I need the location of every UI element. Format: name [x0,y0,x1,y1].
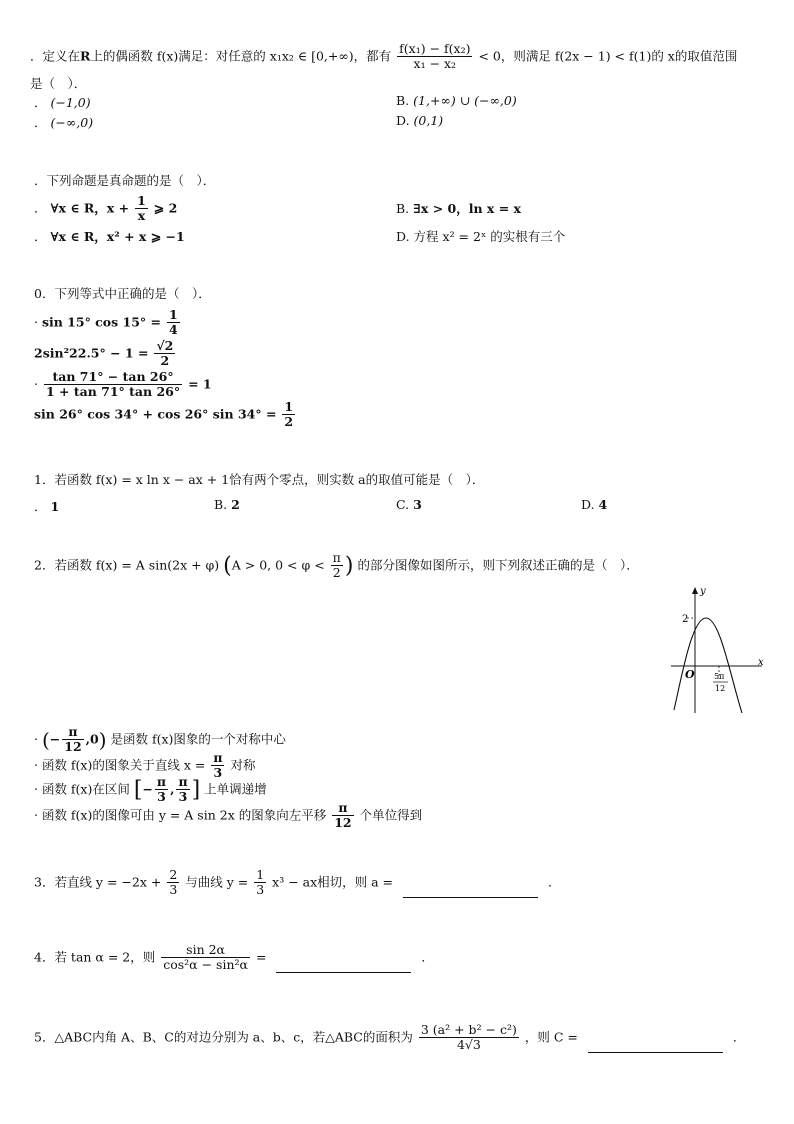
q8-option-a: ． (−1,0) [34,95,91,110]
q10-option-d: sin 26° cos 34° + cos 26° sin 34° = $\frac{1}{2}$ [34,399,294,430]
q15-stem: 5．△ABC内角 A、B、C的对边分别为 a、b、c，若△ABC的面积为 $\frac{\text{3 (a² + b² − c²)}}{4√3}$ ，则 C = ． [34,1022,746,1053]
x-tick-denominator: 12 [715,684,726,693]
q10-option-b: 2sin²22.5° − 1 = $\frac{√2}{2}$ [34,338,174,369]
q10-option-c: · $\frac{\tan 71^\circ - \tan 26^\circ}{1 + \tan 71^\circ \tan 26^\circ}$ = 1 [34,369,212,400]
q11-stem: 1．若函数 f(x) = x ln x − ax + 1恰有两个零点，则实数 a的取值可能是（ ）． [34,472,485,487]
q14-stem: 4．若 tan α = 2，则 $\frac{\sin 2\alpha}{\text{cos²α − sin²α}}$ = ． [34,942,434,973]
y-axis-label: y [700,586,706,597]
q12-option-b: · 函数 f(x)的图象关于直线 x = $\frac{\pi}{3}$ 对称 [34,750,256,781]
q11-option-b: B. 2 [214,497,240,512]
q11-option-d: D. 4 [581,497,608,512]
q10-stem: 0．下列等式中正确的是（ ）． [34,286,211,301]
q12-option-c: · 函数 f(x)在区间 [− $\frac{\pi}{3}$ , $\frac{\pi}{3}$ ] 上单调递增 [34,774,267,805]
y-tick-label: 2 [682,614,689,625]
q12-stem: 2．若函数 f(x) = A sin(2x + φ) (A > 0, 0 < φ < $\frac{\pi}{2}$ ) 的部分图像如图所示，则下列叙述正确的是（ ）． [34,550,639,581]
q13-answer-blank[interactable] [403,885,538,898]
q12-option-a: · (− $\frac{\pi}{12}$ ,0) 是函数 f(x)图象的一个对称中心 [34,724,286,755]
x-axis-label: x [758,657,764,668]
q14-answer-blank[interactable] [276,960,411,973]
origin-label: O [685,668,695,681]
q9-option-c: ． ∀x ∈ R，x² + x ⩾ −1 [34,229,185,244]
q8-option-d: D. (0,1) [396,113,444,128]
q12-graph [668,585,768,715]
y-axis-arrow-icon [692,587,698,594]
q9-stem: ．下列命题是真命题的是（ ）． [34,173,216,188]
q13-stem: 3．若直线 y = −2x + $\frac{2}{3}$ 与曲线 y = $\frac{1}{3}$ x³ − ax相切，则 a = ． [34,867,561,898]
q8-stem-line2: 是（ ）． [30,76,87,91]
q11-option-c: C. 3 [396,497,422,512]
q8-option-b: B. (1,+∞) ∪ (−∞,0) [396,93,517,108]
x-tick-numerator: 5π [714,672,725,681]
q9-option-b: B. ∃x > 0，ln x = x [396,201,521,216]
q8-option-c: ． (−∞,0) [34,115,94,130]
q10-option-a: · sin 15° cos 15° = $\frac{1}{4}$ [34,307,178,338]
q11-option-a: ． 1 [34,499,60,514]
q9-option-a: ． ∀x ∈ R，x + $\frac{1}{x}$ ⩾ 2 [34,193,178,224]
q8-stem: ．定义在R上的偶函数 f(x)满足：对任意的 x₁x₂ ∈ [0,+∞)，都有 $\frac{\text{f(x₁) − f(x₂)}}{\text{x₁ − x₂}}$ < 0，则满足 f(2x − 1) < f(1)的 x的取值范围 [30,41,738,72]
q12-option-d: · 函数 f(x)的图像可由 y = A sin 2x 的图象向左平移 $\frac{\pi}{12}$ 个单位得到 [34,800,423,831]
q8-fraction: $\frac{\text{f(x₁) − f(x₂)}}{\text{x₁ − x₂}}$ [399,41,471,72]
q15-answer-blank[interactable] [588,1040,723,1053]
q9-option-d: D. 方程 x² = 2ˣ 的实根有三个 [396,229,566,244]
